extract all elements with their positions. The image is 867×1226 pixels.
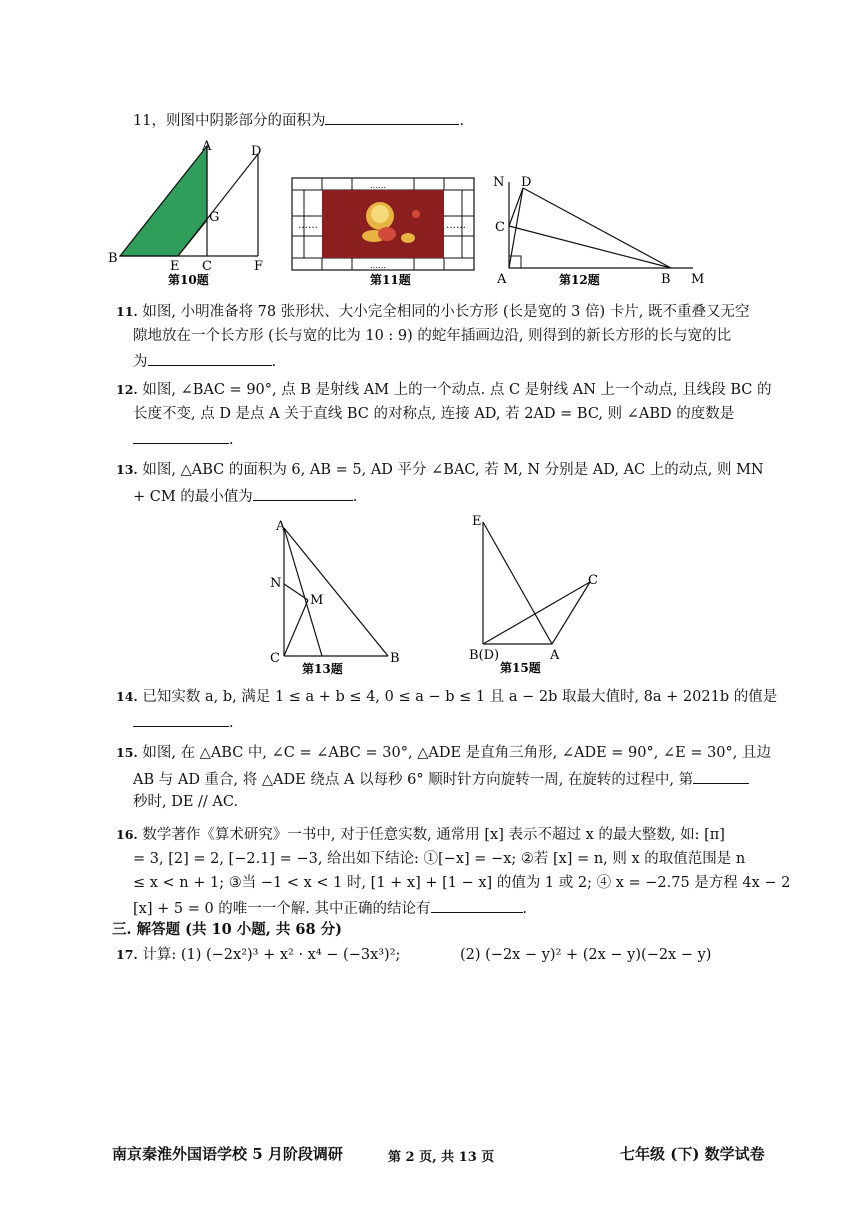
- label-b: B: [661, 272, 671, 287]
- q16-line-4: [133, 898, 527, 918]
- q14-line-1: [116, 688, 777, 706]
- period: .: [229, 432, 234, 448]
- question-text: 长度不变, 点 D 是点 A 关于直线 BC 的对称点, 连接 AD, 若 2AD = BC, 则 ∠ABD 的度数是: [133, 406, 735, 422]
- question-text: 为: [133, 354, 148, 370]
- question-number: 12.: [116, 382, 138, 397]
- figure-12: [493, 170, 713, 288]
- label-e: E: [472, 514, 482, 529]
- q12-line-3: [133, 429, 234, 449]
- q11-intro-text: 11，则图中阴影部分的面积为: [133, 113, 326, 129]
- figure-10: [108, 138, 268, 288]
- q16-line-1: [116, 826, 725, 844]
- question-number: 17.: [116, 947, 138, 962]
- q13-line-1: [116, 461, 764, 479]
- question-number: 16.: [116, 827, 138, 842]
- q12-line-2: [133, 405, 734, 423]
- answer-blank: [325, 110, 459, 125]
- label-c: C: [495, 220, 505, 235]
- question-number: 11.: [116, 304, 138, 319]
- footer-exam-title: 七年级 (下) 数学试卷: [620, 1145, 765, 1163]
- footer-page-number: 第 2 页, 共 13 页: [388, 1150, 495, 1165]
- question-text: 如图, 小明准备将 78 张形状、大小完全相同的小长方形 (长是宽的 3 倍) 卡片, 既不重叠又无空: [142, 304, 750, 320]
- label-d: D: [521, 175, 532, 190]
- question-text: 已知实数 a, b, 满足 1 ≤ a + b ≤ 4, 0 ≤ a − b ≤ 1 且 a − 2b 取最大值时, 8a + 2021b 的值是: [142, 689, 778, 705]
- label-c: C: [588, 573, 598, 588]
- question-text: 如图, ∠BAC = 90°, 点 B 是射线 AM 上的一个动点. 点 C 是射线 AN 上一个动点, 且线段 BC 的: [142, 382, 772, 398]
- q12-line-1: [116, 381, 772, 399]
- answer-blank: [133, 429, 229, 444]
- label-a: A: [202, 139, 212, 154]
- q17-part-1: 计算: (1) (−2x²)³ + x² · x⁴ − (−3x³)²;: [142, 947, 401, 963]
- q11-line-2: [133, 327, 731, 345]
- figure-15: [466, 510, 616, 678]
- q15-line-2: [133, 769, 749, 789]
- answer-blank: [431, 898, 523, 913]
- figure-11: [290, 176, 476, 288]
- label-c: C: [202, 259, 212, 274]
- caption-fig10: 第10题: [168, 273, 209, 287]
- question-number: 14.: [116, 689, 138, 704]
- label-bd: B(D): [469, 648, 500, 663]
- answer-blank: [253, 486, 353, 501]
- q15-line-3: [133, 793, 238, 811]
- question-number: 13.: [116, 462, 138, 477]
- question-text: 秒时, DE // AC.: [133, 794, 239, 810]
- dots-bottom: ……: [370, 261, 386, 270]
- caption-fig15: 第15题: [500, 661, 541, 675]
- label-m: M: [691, 272, 705, 287]
- dots-left: ……: [298, 220, 318, 231]
- question-text: [x] + 5 = 0 的唯一一个解. 其中正确的结论有: [133, 901, 431, 917]
- answer-blank: [693, 769, 749, 784]
- question-text: 如图, 在 △ABC 中, ∠C = ∠ABC = 30°, △ADE 是直角三角形, ∠ADE = 90°, ∠E = 30°, 且边: [142, 745, 771, 761]
- answer-blank: [148, 351, 272, 366]
- q13-line-2: [133, 486, 357, 506]
- label-n: N: [493, 175, 505, 190]
- label-a: A: [497, 272, 507, 287]
- caption-fig11: 第11题: [370, 273, 411, 287]
- dots-top: ……: [370, 181, 386, 190]
- section-heading: 三. 解答题 (共 10 小题, 共 68 分): [112, 921, 343, 938]
- label-f: F: [254, 259, 264, 274]
- label-g: G: [209, 210, 220, 225]
- q17-line: [116, 946, 400, 964]
- label-e: E: [170, 259, 180, 274]
- label-b: B: [390, 651, 400, 666]
- question-text: ≤ x < n + 1; ③当 −1 < x < 1 时, [1 + x] + [1 − x] 的值为 1 或 2; ④ x = −2.75 是方程 4x − 2: [133, 875, 791, 891]
- caption-fig12: 第12题: [559, 273, 600, 287]
- period: .: [459, 113, 465, 129]
- question-text: + CM 的最小值为: [133, 489, 253, 505]
- q15-line-1: [116, 744, 771, 762]
- period: .: [271, 354, 277, 370]
- q16-line-2: [133, 850, 745, 868]
- q11-intro-line: [133, 110, 464, 130]
- caption-fig13: 第13题: [302, 662, 343, 676]
- label-n: N: [270, 576, 282, 591]
- question-text: 隙地放在一个长方形 (长与宽的比为 10 : 9) 的蛇年插画边沿, 则得到的新长方形的长与宽的比: [133, 328, 732, 344]
- period: .: [522, 901, 528, 917]
- label-c: C: [270, 651, 280, 666]
- shaded-region: [120, 146, 207, 256]
- question-text: 如图, △ABC 的面积为 6, AB = 5, AD 平分 ∠BAC, 若 M, N 分别是 AD, AC 上的动点, 则 MN: [142, 462, 764, 478]
- label-a: A: [550, 648, 560, 663]
- label-d: D: [251, 144, 262, 159]
- figure-13: [266, 516, 406, 678]
- q14-line-2: [133, 712, 234, 732]
- footer-school: 南京秦淮外国语学校 5 月阶段调研: [112, 1145, 343, 1163]
- label-a: A: [276, 519, 286, 534]
- label-b: B: [108, 251, 118, 266]
- question-text: = 3, [2] = 2, [−2.1] = −3, 给出如下结论: ①[−x] = −x; ②若 [x] = n, 则 x 的取值范围是 n: [133, 851, 746, 867]
- q11-line-3: [133, 351, 276, 371]
- question-text: 数学著作《算术研究》一书中, 对于任意实数, 通常用 [x] 表示不超过 x 的最大整数, 如: [π]: [142, 827, 725, 843]
- question-number: 15.: [116, 745, 138, 760]
- dots-right: ……: [446, 220, 466, 231]
- question-text: AB 与 AD 重合, 将 △ADE 绕点 A 以每秒 6° 顺时针方向旋转一周, 在旋转的过程中, 第: [133, 772, 694, 788]
- label-m: M: [310, 593, 324, 608]
- q16-line-3: [133, 874, 790, 892]
- period: .: [352, 489, 358, 505]
- q11-line-1: [116, 303, 749, 321]
- q17-part-2: (2) (−2x − y)² + (2x − y)(−2x − y): [460, 947, 712, 963]
- answer-blank: [133, 712, 229, 727]
- period: .: [229, 715, 234, 731]
